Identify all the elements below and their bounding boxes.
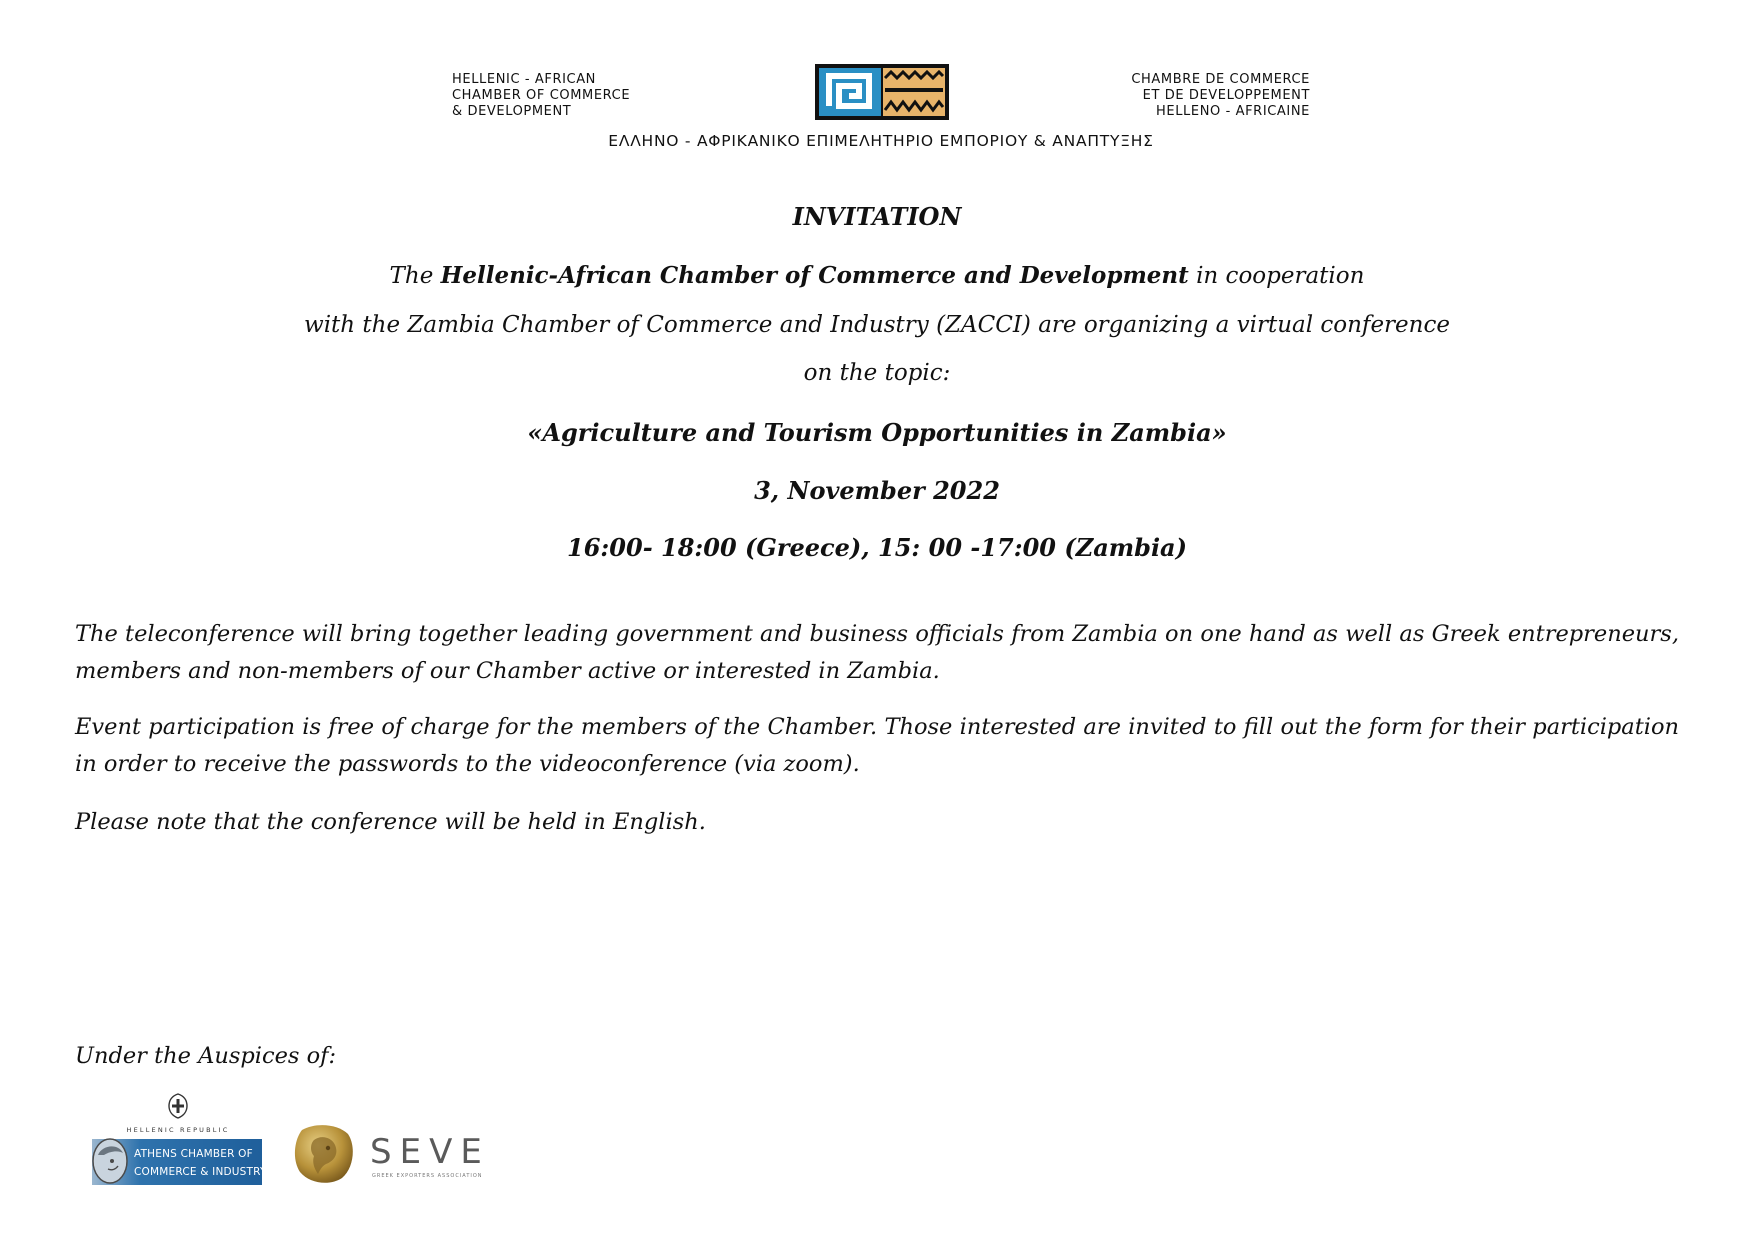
letterhead-greek-name: ΕΛΛΗΝΟ - ΑΦΡΙΚΑΝΙΚΟ ΕΠΙΜΕΛΗΤΗΡΙΟ ΕΜΠΟΡΙΟΥ & ΑΝΑΠΤΥΞΗΣ (608, 132, 1154, 150)
letterhead-left-line: & DEVELOPMENT (452, 104, 572, 119)
seve-logo (292, 1122, 490, 1186)
letterhead-right-line: ET DE DEVELOPPEMENT (1142, 88, 1310, 103)
conference-time: 16:00- 18:00 (Greece), 15: 00 -17:00 (Zambia) (567, 533, 1187, 562)
body-paragraph: Event participation is free of charge for the members of the Chamber. Those interested are invited to fill out the form for their participation in order to receive the passwords to the videoconference (via zoom). (75, 714, 1679, 777)
chamber-logo (815, 64, 949, 120)
athena-head-icon (90, 1133, 130, 1185)
acci-name (134, 1145, 267, 1181)
letterhead-left-line: HELLENIC - AFRICAN (452, 72, 597, 87)
letterhead-right-line: CHAMBRE DE COMMERCE (1131, 72, 1310, 87)
intro-suffix: in cooperation (1188, 263, 1365, 289)
invitation-title: INVITATION (792, 202, 962, 231)
acci-republic-text: HELLENIC REPUBLIC (126, 1126, 230, 1134)
acci-name-line: ATHENS CHAMBER OF (134, 1148, 253, 1160)
seve-wordmark: SEVE (370, 1132, 490, 1172)
invitation-cooperation-line: with the Zambia Chamber of Commerce and Industry (ZACCI) are organizing a virtual conference (304, 312, 1450, 338)
ancient-coin-icon (292, 1122, 356, 1186)
intro-prefix: The (389, 263, 441, 289)
acci-name-line: COMMERCE & INDUSTRY (134, 1166, 267, 1178)
athens-chamber-logo (92, 1093, 267, 1185)
seve-subtitle: GREEK EXPORTERS ASSOCIATION (372, 1173, 483, 1179)
letterhead-english-name (452, 72, 630, 120)
invitation-intro-line (0, 262, 1754, 289)
greek-crest-icon (167, 1093, 189, 1119)
letterhead-french-name (1131, 72, 1310, 120)
conference-topic: «Agriculture and Tourism Opportunities in Zambia» (527, 418, 1227, 447)
organizer-name: Hellenic-African Chamber of Commerce and Development (440, 262, 1189, 289)
letterhead-left-line: CHAMBER OF COMMERCE (452, 88, 631, 103)
conference-date: 3, November 2022 (754, 476, 1000, 505)
letterhead-right-line: HELLENO - AFRICAINE (1156, 104, 1310, 119)
invitation-topic-label: on the topic: (803, 360, 951, 386)
body-paragraph: Please note that the conference will be held in English. (75, 809, 706, 835)
auspices-label: Under the Auspices of: (75, 1043, 337, 1069)
letterhead (452, 64, 1310, 154)
body-paragraph: The teleconference will bring together leading government and business officials from Zambia on one hand as well as Greek entrepreneurs, members and non-members of our Chamber active or interested in Zambia. (75, 621, 1679, 684)
